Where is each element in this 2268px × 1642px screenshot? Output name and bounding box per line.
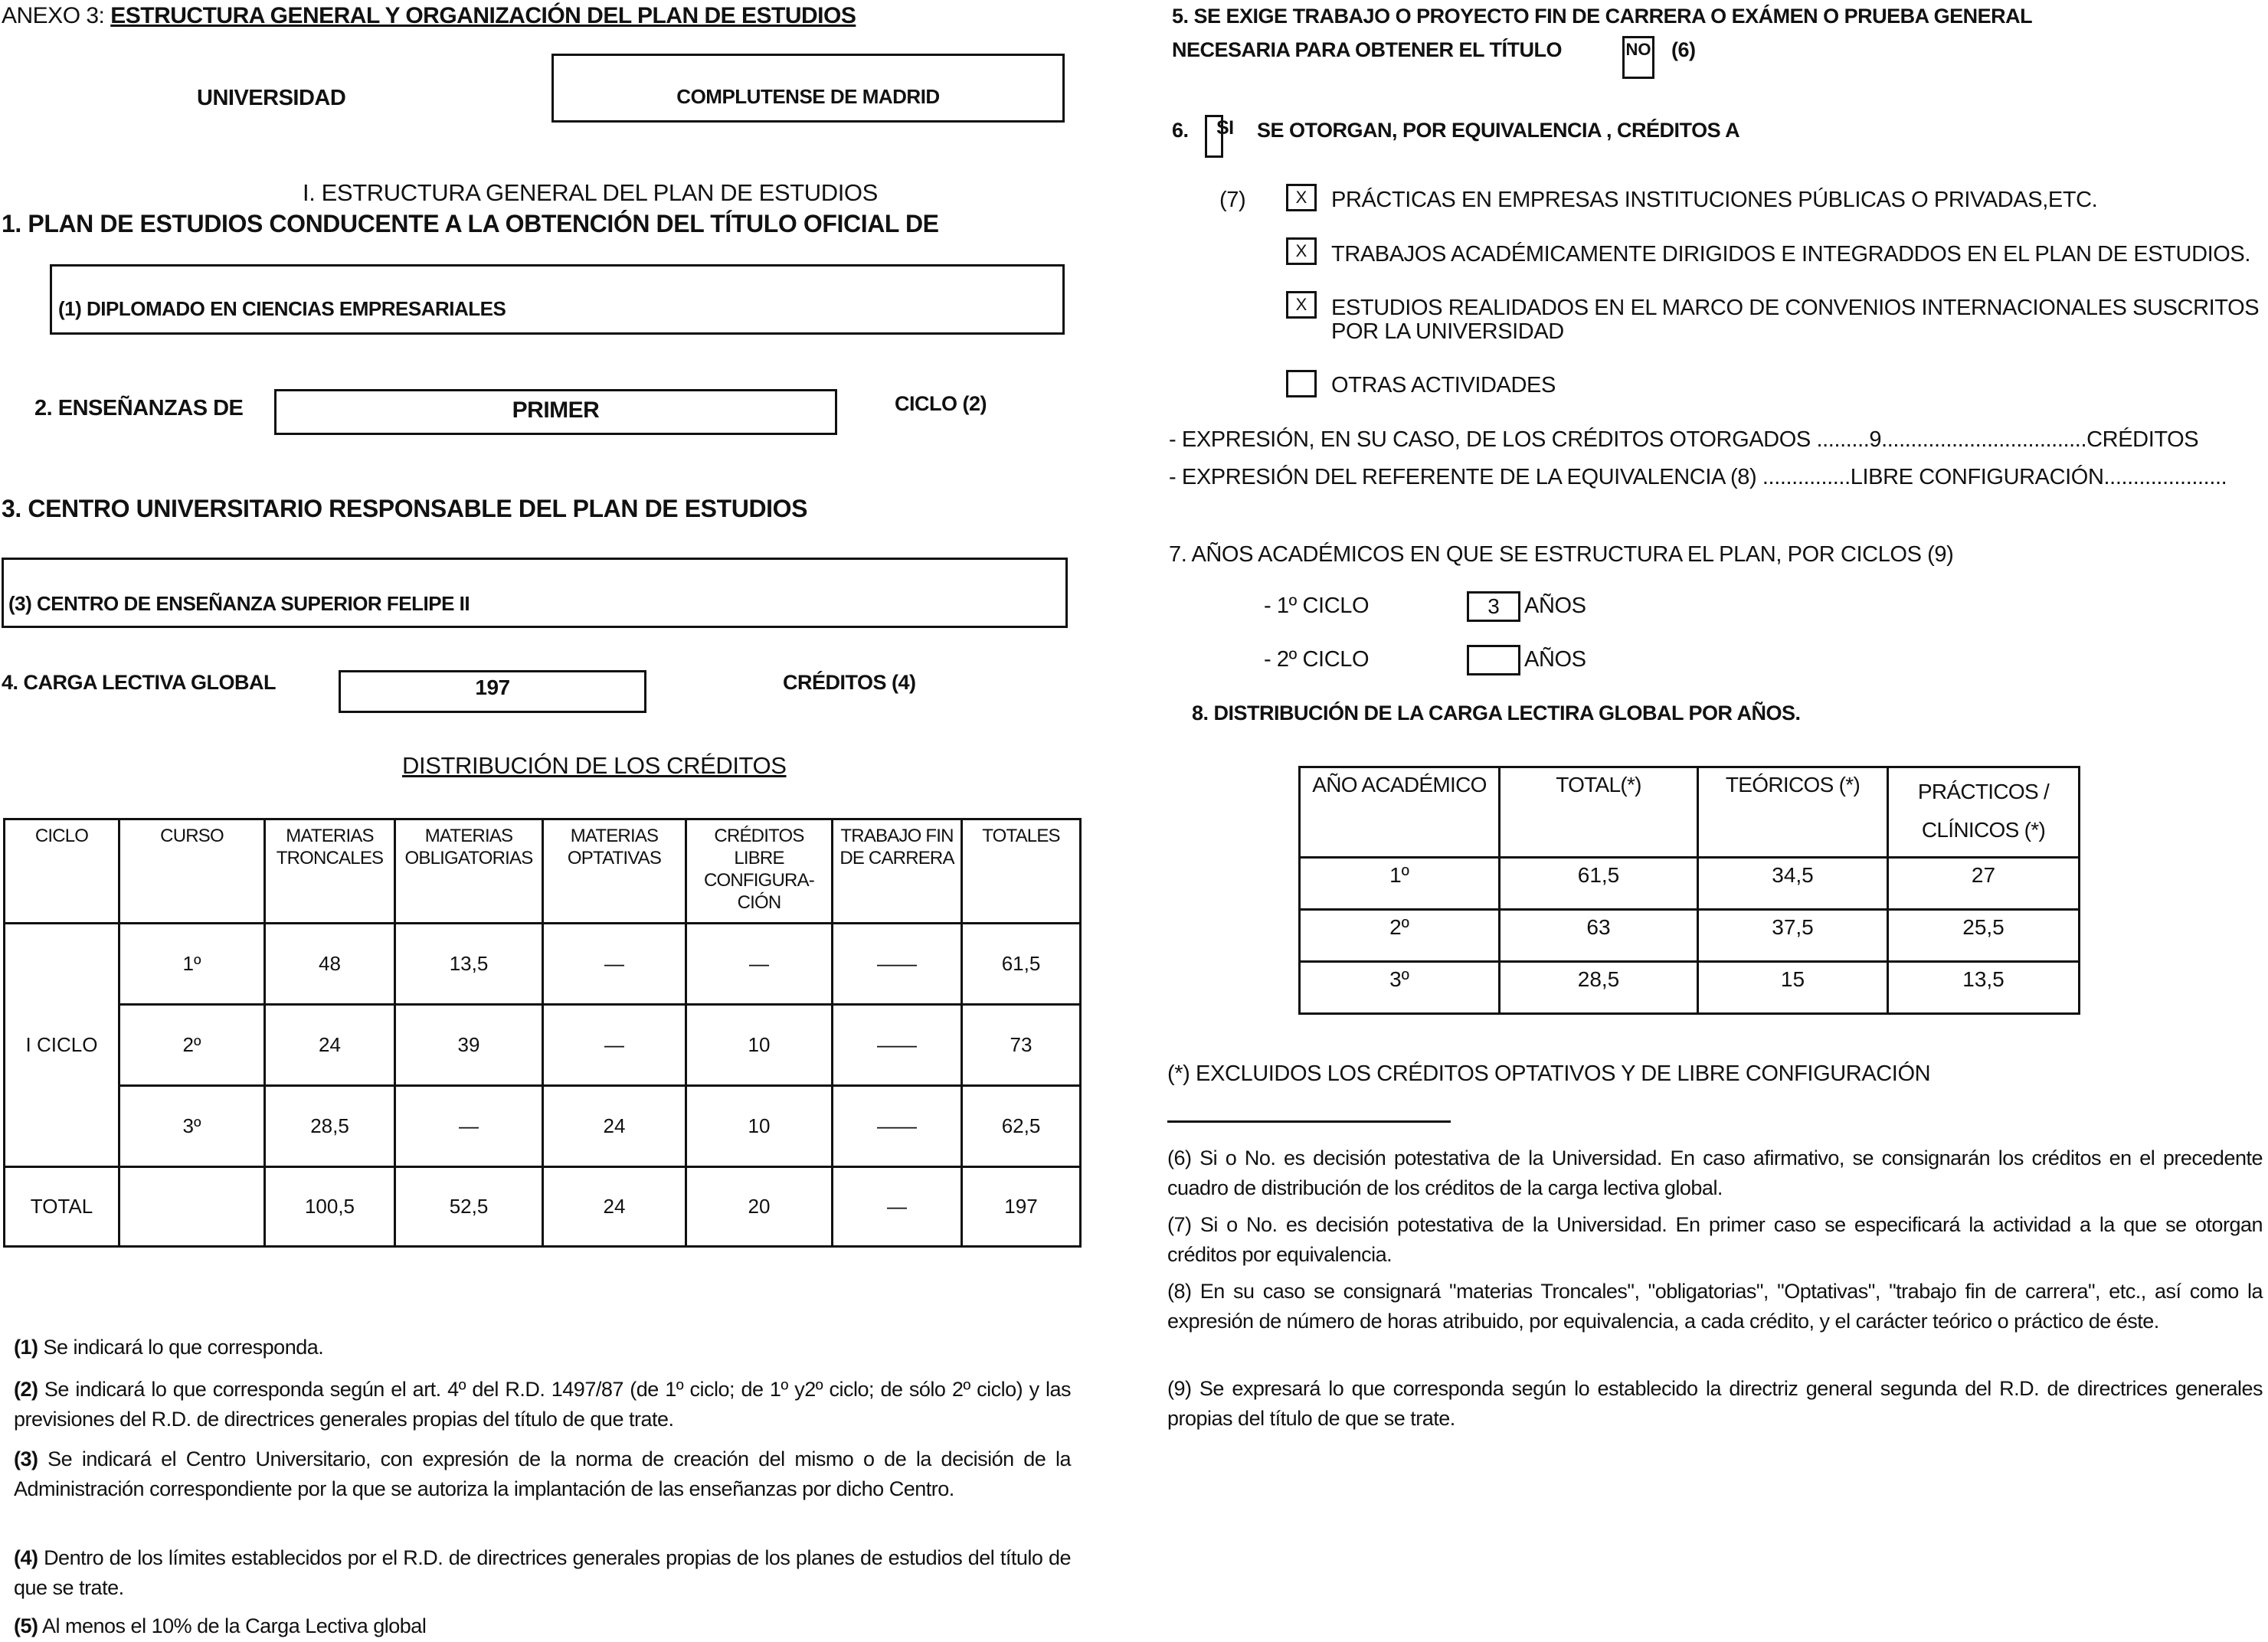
trabajo-cell: — xyxy=(833,1167,962,1247)
optativas-cell: 24 xyxy=(543,1086,686,1167)
troncales-cell: 24 xyxy=(265,1005,395,1086)
item6-label: SE OTORGAN, POR EQUIVALENCIA , CRÉDITOS A xyxy=(1257,119,1740,142)
header-ciclo: CICLO xyxy=(5,819,119,924)
header-teoricos: TEÓRICOS (*) xyxy=(1698,767,1888,858)
libre-cell: 10 xyxy=(686,1086,833,1167)
footnote-6: (6) Si o No. es decisión potestativa de la Universidad. En caso afirmativo, se consignarán los créditos en el precedente cuadro de distribución de los créditos de la carga lectiva global. xyxy=(1167,1146,2263,1199)
ciclo2-years-box[interactable] xyxy=(1467,645,1520,675)
item4-suffix: CRÉDITOS (4) xyxy=(783,671,916,694)
item5-line1: 5. SE EXIGE TRABAJO O PROYECTO FIN DE CARRERA O EXÁMEN O PRUEBA GENERAL xyxy=(1172,5,2033,28)
obligatorias-cell: 52,5 xyxy=(395,1167,543,1247)
universidad-field xyxy=(551,54,1065,123)
footnote-1: (1) Se indicará lo que corresponda. xyxy=(14,1336,324,1359)
item5-value: NO xyxy=(1625,40,1651,59)
trabajo-cell: —— xyxy=(833,1005,962,1086)
carga-value: 197 xyxy=(475,675,510,699)
table-row xyxy=(5,924,1081,1005)
table-header-row xyxy=(1300,767,2080,858)
header-libre: CRÉDITOS LIBRE CONFIGURA-CIÓN xyxy=(686,819,833,924)
item3-label: 3. CENTRO UNIVERSITARIO RESPONSABLE DEL PLAN DE ESTUDIOS xyxy=(2,495,808,522)
universidad-label: UNIVERSIDAD xyxy=(197,86,346,110)
libre-cell: 20 xyxy=(686,1167,833,1247)
annex-title: ESTRUCTURA GENERAL Y ORGANIZACIÓN DEL PLAN DE ESTUDIOS xyxy=(110,3,856,28)
practicos-cell: 25,5 xyxy=(1888,910,2080,962)
checkbox-otras[interactable] xyxy=(1286,370,1317,397)
item4-label: 4. CARGA LECTIVA GLOBAL xyxy=(2,671,276,694)
troncales-cell: 48 xyxy=(265,924,395,1005)
checkbox-convenios[interactable]: X xyxy=(1286,291,1317,319)
item6-value: SI xyxy=(1216,117,1234,139)
ciclo1-unit: AÑOS xyxy=(1524,594,1586,618)
ciclo-cell: I CICLO xyxy=(5,924,119,1167)
item6-num: 6. xyxy=(1172,119,1189,142)
troncales-cell: 100,5 xyxy=(265,1167,395,1247)
checkbox-practicas[interactable]: X xyxy=(1286,184,1317,211)
footnote-9: (9) Se expresará lo que corresponda según lo establecido la directriz general segunda del R.D. de directrices generales propias del título de que se trate. xyxy=(1167,1377,2263,1430)
carga-field xyxy=(339,670,646,713)
troncales-cell: 28,5 xyxy=(265,1086,395,1167)
curso-cell: 1º xyxy=(119,924,265,1005)
option-trabajos-label: TRABAJOS ACADÉMICAMENTE DIRIGIDOS E INTEGRADDOS EN EL PLAN DE ESTUDIOS. xyxy=(1331,242,2251,267)
libre-cell: — xyxy=(686,924,833,1005)
totales-cell: 61,5 xyxy=(962,924,1081,1005)
ciclo1-label: - 1º CICLO xyxy=(1264,594,1370,618)
table-row xyxy=(1300,858,2080,910)
curso-cell: 3º xyxy=(119,1086,265,1167)
item8-footnote: (*) EXCLUIDOS LOS CRÉDITOS OPTATIVOS Y DE LIBRE CONFIGURACIÓN xyxy=(1167,1061,1931,1086)
total-cell: 61,5 xyxy=(1500,858,1698,910)
item5-line2: NECESARIA PARA OBTENER EL TÍTULO xyxy=(1172,38,1563,61)
carga-por-anios-table xyxy=(1298,766,2080,1015)
obligatorias-cell: — xyxy=(395,1086,543,1167)
option-practicas-label: PRÁCTICAS EN EMPRESAS INSTITUCIONES PÚBLICAS O PRIVADAS,ETC. xyxy=(1331,188,2098,212)
curso-cell xyxy=(119,1167,265,1247)
total-cell: 63 xyxy=(1500,910,1698,962)
item1-label: 1. PLAN DE ESTUDIOS CONDUCENTE A LA OBTENCIÓN DEL TÍTULO OFICIAL DE xyxy=(2,210,939,237)
footnote-4: (4) Dentro de los límites establecidos por el R.D. de directrices generales propias de los planes de estudios del título de que se trate. xyxy=(14,1546,1071,1599)
trabajo-cell: —— xyxy=(833,1086,962,1167)
teoricos-cell: 37,5 xyxy=(1698,910,1888,962)
total-label-cell: TOTAL xyxy=(5,1167,119,1247)
universidad-value: COMPLUTENSE DE MADRID xyxy=(676,85,940,108)
item7-label: 7. AÑOS ACADÉMICOS EN QUE SE ESTRUCTURA EL PLAN, POR CICLOS (9) xyxy=(1169,542,1954,567)
totales-cell: 73 xyxy=(962,1005,1081,1086)
ciclo2-unit: AÑOS xyxy=(1524,647,1586,672)
header-total: TOTAL(*) xyxy=(1500,767,1698,858)
annex-heading xyxy=(2,3,856,29)
header-practicos: PRÁCTICOS / CLÍNICOS (*) xyxy=(1888,767,2080,858)
anio-cell: 1º xyxy=(1300,858,1500,910)
optativas-cell: 24 xyxy=(543,1167,686,1247)
centro-value: (3) CENTRO DE ENSEÑANZA SUPERIOR FELIPE II xyxy=(8,592,470,615)
item6-ref: (7) xyxy=(1219,188,1246,212)
table-row xyxy=(1300,962,2080,1014)
teoricos-cell: 34,5 xyxy=(1698,858,1888,910)
header-totales: TOTALES xyxy=(962,819,1081,924)
practicos-cell: 13,5 xyxy=(1888,962,2080,1014)
teoricos-cell: 15 xyxy=(1698,962,1888,1014)
trabajo-cell: —— xyxy=(833,924,962,1005)
option-convenios-label: ESTUDIOS REALIDADOS EN EL MARCO DE CONVENIOS INTERNACIONALES SUSCRITOS xyxy=(1331,296,2260,320)
titulo-value: (1) DIPLOMADO EN CIENCIAS EMPRESARIALES xyxy=(58,297,506,320)
ciclo1-years-box[interactable]: 3 xyxy=(1467,591,1520,622)
annex-prefix: ANEXO 3: xyxy=(2,3,105,28)
optativas-cell: — xyxy=(543,1005,686,1086)
totales-cell: 197 xyxy=(962,1167,1081,1247)
header-troncales: MATERIAS TRONCALES xyxy=(265,819,395,924)
footnote-3: (3) Se indicará el Centro Universitario, con expresión de la norma de creación del mismo o de la decisión de la Administración correspondiente por la que se autoriza la implantación de las enseñanzas por dicho Centro. xyxy=(14,1447,1071,1500)
header-obligatorias: MATERIAS OBLIGATORIAS xyxy=(395,819,543,924)
centro-field xyxy=(2,558,1068,628)
table-row xyxy=(1300,910,2080,962)
table-header-row xyxy=(5,819,1081,924)
footnote-2: (2) Se indicará lo que corresponda según el art. 4º del R.D. 1497/87 (de 1º ciclo; de 1º y2º ciclo; de sólo 2º ciclo) y las previsiones del R.D. de directrices generales propias del título de que trate. xyxy=(14,1378,1071,1431)
ensenanzas-field xyxy=(274,389,837,435)
footnote-divider xyxy=(1167,1120,1451,1123)
footnote-8: (8) En su caso se consignará "materias Troncales", "obligatorias", "Optativas", "trabajo fin de carrera", etc., así como la expresión de número de horas atribuido, por equivalencia, a cada crédito, y el carácter teórico o práctico de éste. xyxy=(1167,1280,2263,1333)
expresion-creditos: - EXPRESIÓN, EN SU CASO, DE LOS CRÉDITOS OTORGADOS .........9...................................CRÉDITOS xyxy=(1169,427,2199,452)
expresion-referente: - EXPRESIÓN DEL REFERENTE DE LA EQUIVALENCIA (8) ...............LIBRE CONFIGURACIÓN..................... xyxy=(1169,465,2227,489)
anio-cell: 2º xyxy=(1300,910,1500,962)
table-row xyxy=(5,1005,1081,1086)
obligatorias-cell: 13,5 xyxy=(395,924,543,1005)
option-convenios-label-line2: POR LA UNIVERSIDAD xyxy=(1331,319,1564,344)
ensenanzas-value: PRIMER xyxy=(512,397,600,423)
header-trabajo: TRABAJO FIN DE CARRERA xyxy=(833,819,962,924)
footnote-5: (5) Al menos el 10% de la Carga Lectiva global xyxy=(14,1614,427,1637)
anio-cell: 3º xyxy=(1300,962,1500,1014)
item8-label: 8. DISTRIBUCIÓN DE LA CARGA LECTIRA GLOBAL POR AÑOS. xyxy=(1192,702,1801,725)
item2-suffix: CICLO (2) xyxy=(895,392,987,415)
checkbox-trabajos[interactable]: X xyxy=(1286,237,1317,265)
titulo-field xyxy=(50,264,1065,335)
distribucion-title: DISTRIBUCIÓN DE LOS CRÉDITOS xyxy=(402,752,787,779)
item5-value-box xyxy=(1622,36,1654,79)
option-otras-label: OTRAS ACTIVIDADES xyxy=(1331,373,1556,397)
curso-cell: 2º xyxy=(119,1005,265,1086)
header-optativas: MATERIAS OPTATIVAS xyxy=(543,819,686,924)
item5-suffix: (6) xyxy=(1671,38,1696,61)
footnote-7: (7) Si o No. es decisión potestativa de la Universidad. En primer caso se especificará la actividad a la que se otorgan créditos por equivalencia. xyxy=(1167,1213,2263,1266)
obligatorias-cell: 39 xyxy=(395,1005,543,1086)
section-title: I. ESTRUCTURA GENERAL DEL PLAN DE ESTUDIOS xyxy=(303,179,878,206)
ciclo2-label: - 2º CICLO xyxy=(1264,647,1370,672)
optativas-cell: — xyxy=(543,924,686,1005)
header-curso: CURSO xyxy=(119,819,265,924)
total-cell: 28,5 xyxy=(1500,962,1698,1014)
total-row xyxy=(5,1167,1081,1247)
item2-label: 2. ENSEÑANZAS DE xyxy=(34,396,244,420)
libre-cell: 10 xyxy=(686,1005,833,1086)
distribucion-table xyxy=(3,818,1082,1248)
header-anio: AÑO ACADÉMICO xyxy=(1300,767,1500,858)
practicos-cell: 27 xyxy=(1888,858,2080,910)
totales-cell: 62,5 xyxy=(962,1086,1081,1167)
table-row xyxy=(5,1086,1081,1167)
